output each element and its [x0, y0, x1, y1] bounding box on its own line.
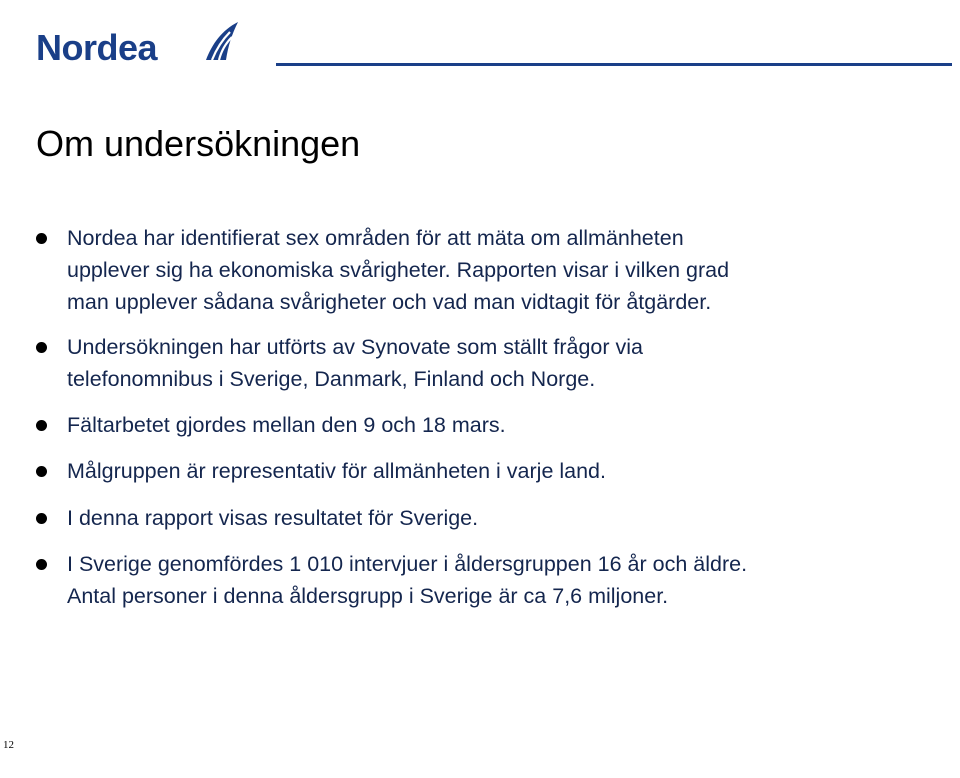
round-bullet-icon	[36, 420, 47, 431]
bullet-line: I denna rapport visas resultatet för Sverige.	[67, 506, 479, 530]
bullet-line: Antal personer i denna åldersgrupp i Sverige är ca 7,6 miljoner.	[67, 584, 669, 608]
bullet-line: Nordea har identifierat sex områden för att mäta om allmänheten	[67, 226, 684, 250]
header-rule	[276, 63, 952, 66]
bullet-line: Fältarbetet gjordes mellan den 9 och 18 mars.	[67, 413, 506, 437]
bullet-text	[67, 502, 947, 534]
bullet-line: Målgruppen är representativ för allmänheten i varje land.	[67, 459, 606, 483]
nordea-logo	[36, 20, 240, 72]
slide-title: Om undersökningen	[36, 123, 361, 164]
bullet-line: I Sverige genomfördes 1 010 intervjuer i åldersgruppen 16 år och äldre.	[67, 552, 748, 576]
page-number: 12	[3, 739, 14, 751]
bullet-line: man upplever sådana svårigheter och vad man vidtagit för åtgärder.	[67, 290, 712, 314]
bullet-line: telefonomnibus i Sverige, Danmark, Finland och Norge.	[67, 367, 596, 391]
bullet-text	[67, 222, 947, 318]
nordea-sail-icon	[202, 20, 242, 62]
round-bullet-icon	[36, 559, 47, 570]
round-bullet-icon	[36, 513, 47, 524]
bullet-text	[67, 548, 947, 612]
round-bullet-icon	[36, 342, 47, 353]
bullet-line: upplever sig ha ekonomiska svårigheter. Rapporten visar i vilken grad	[67, 258, 730, 282]
round-bullet-icon	[36, 233, 47, 244]
round-bullet-icon	[36, 466, 47, 477]
bullet-text	[67, 455, 947, 487]
bullet-text	[67, 409, 947, 441]
logo-wordmark: Nordea	[36, 27, 158, 68]
bullet-line: Undersökningen har utförts av Synovate som ställt frågor via	[67, 335, 644, 359]
bullet-text	[67, 331, 947, 395]
